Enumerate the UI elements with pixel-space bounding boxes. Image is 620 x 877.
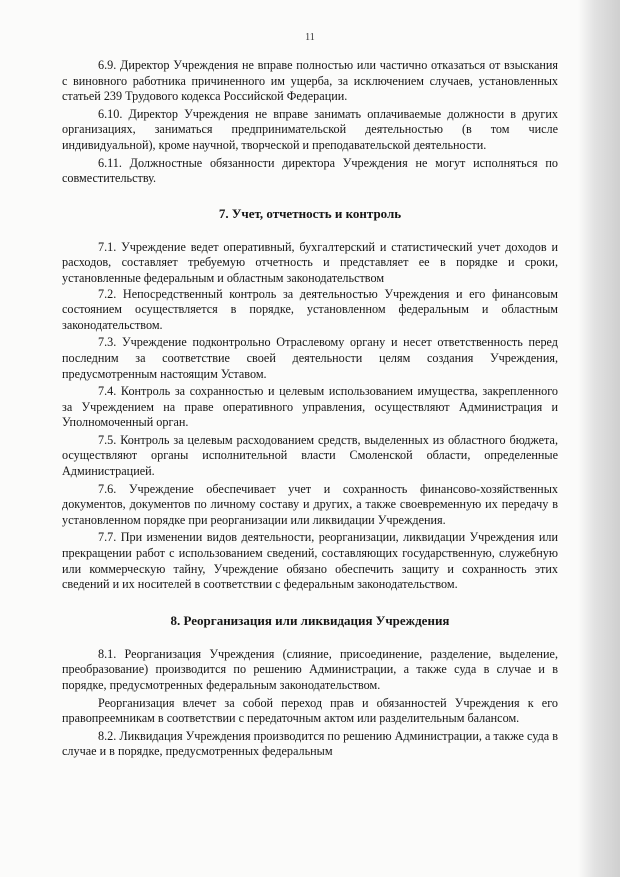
section-7-heading: 7. Учет, отчетность и контроль xyxy=(218,205,402,221)
paragraph-6-10: 6.10. Директор Учреждения не вправе занимать оплачиваемые должности в других организациях, заниматься предпринимательской деятельностью (в том числе индивидуальной), кроме научной, творческой и преподавательской деятельности. xyxy=(62,106,558,152)
paragraph-6-9: 6.9. Директор Учреждения не вправе полностью или частично отказаться от взыскания с виновного работника причиненного им ущерба, за исключением случаев, установленных статьей 239 Трудового кодекса Российской Федерации. xyxy=(62,58,558,104)
paragraph-7-4: 7.4. Контроль за сохранностью и целевым использованием имущества, закрепленного за Учреждением на праве оперативного управления, осуществляют Администрация и Уполномоченный орган. xyxy=(62,384,558,430)
paragraph-7-6: 7.6. Учреждение обеспечивает учет и сохранность финансово-хозяйственных документов, документов по личному составу и других, а также своевременную их передачу в установленном порядке при реорганизации или ликвидации Учреждения. xyxy=(62,481,558,527)
document-body xyxy=(62,58,558,760)
paragraph-7-5: 7.5. Контроль за целевым расходованием средств, выделенных из областного бюджета, осуществляют органы исполнительной власти Смоленской области, определенные Администрацией. xyxy=(62,432,558,479)
paragraph-8-1: 8.1. Реорганизация Учреждения (слияние, присоединение, разделение, выделение, преобразование) производится по решению Администрации, а также суда в случае и в порядке, предусмотренных федеральным законодательством. xyxy=(62,646,558,692)
scan-edge-shadow xyxy=(578,0,620,877)
paragraph-7-1: 7.1. Учреждение ведет оперативный, бухгалтерский и статистический учет доходов и расходов, составляет требуемую отчетность и представляет ее в порядке и сроки, установленные федеральным и областным законодательством xyxy=(62,239,558,285)
paragraph-7-2: 7.2. Непосредственный контроль за деятельностью Учреждения и его финансовым состоянием осуществляется в порядке, установленном федеральным и областным законодательством. xyxy=(62,286,558,332)
page-number: 11 xyxy=(305,32,315,43)
paragraph-8-1-continued: Реорганизация влечет за собой переход прав и обязанностей Учреждения к его правопреемникам в соответствии с передаточным актом или разделительным балансом. xyxy=(62,695,558,726)
paragraph-6-11: 6.11. Должностные обязанности директора Учреждения не могут исполняться по совместительству. xyxy=(62,155,558,186)
paragraph-7-3: 7.3. Учреждение подконтрольно Отраслевому органу и несет ответственность перед последним за соответствие своей деятельности целям создания Учреждения, предусмотренным настоящим Уставом. xyxy=(62,335,558,381)
section-8-heading: 8. Реорганизация или ликвидация Учреждения xyxy=(170,612,450,628)
paragraph-7-7: 7.7. При изменении видов деятельности, реорганизации, ликвидации Учреждения или прекращении работ с использованием сведений, составляющих государственную, служебную или коммерческую тайну, Учреждение обязано обеспечить защиту и сохранность этих сведений и их носителей в соответствии с федеральным законодательством. xyxy=(62,530,558,592)
paragraph-8-2: 8.2. Ликвидация Учреждения производится по решению Администрации, а также суда в случае и в порядке, предусмотренных федеральным xyxy=(62,728,558,759)
